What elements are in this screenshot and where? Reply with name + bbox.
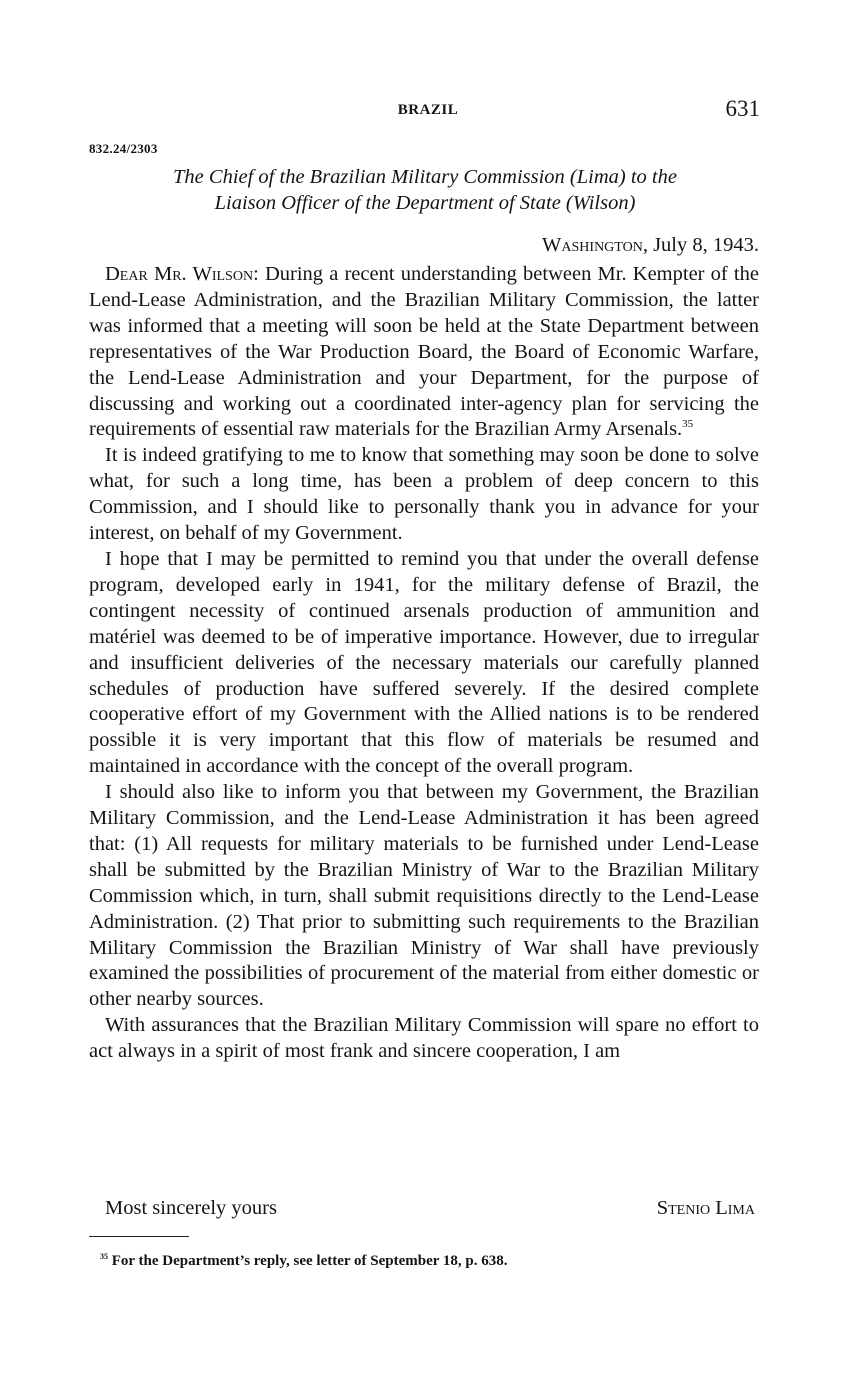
paragraph-3: I hope that I may be permitted to remind you that under the overall defense program, developed early in 1941, for the military defense of Brazil, the contingent necessity of continued arsenals production of ammunition and matériel was deemed to be of imperative importance. However, due to irregular and insufficient deliveries of the necessary materials our carefully planned schedules of production have suffered severely. If the desired complete cooperative effort of my Government with the Allied nations is to be rendered possible it is very important that this flow of materials be resumed and maintained in accordance with the concept of the overall program. [89, 547, 759, 778]
letter-body [89, 262, 759, 1065]
document-title-line-2: Liaison Officer of the Department of State (Wilson) [214, 192, 636, 214]
closing-phrase: Most sincerely yours [105, 1197, 277, 1219]
document-title-line-1: The Chief of the Brazilian Military Commission (Lima) to the [173, 166, 677, 188]
footnote [100, 1252, 508, 1270]
file-reference: 832.24/2303 [89, 141, 158, 156]
dateline-place: Washington [542, 234, 643, 256]
paragraph-4: I should also like to inform you that between my Government, the Brazilian Military Commission, and the Lend-Lease Administration it has been agreed that: (1) All requests for military materials to be furnished under Lend-Lease shall be submitted by the Brazilian Ministry of War to the Brazilian Military Commission which, in turn, shall submit requisitions directly to the Lend-Lease Administration. (2) That prior to submitting such requirements to the Brazilian Military Commission the Brazilian Ministry of War shall have previously examined the possibilities of procurement of the material from either domestic or other nearby sources. [89, 781, 759, 1011]
dateline-date: , July 8, 1943. [642, 234, 759, 256]
running-head [0, 96, 856, 126]
paragraph-1-text: : During a recent understanding between Mr. Kempter of the Lend-Lease Administration, and the Brazilian Military Commission, the latter was informed that a meeting will soon be held at the State Department between representatives of the War Production Board, the Board of Economic Warfare, the Lend-Lease Administration and your Department, for the purpose of discussing and working out a coordinated inter-agency plan for servicing the requirements of essential raw materials for the Brazilian Army Arsenals. [89, 263, 759, 441]
document-title [90, 164, 760, 216]
signature: Stenio Lima [656, 1197, 755, 1219]
footnote-marker: 35 [100, 1252, 108, 1261]
running-title: BRAZIL [397, 102, 459, 118]
footnote-reference: 35 [682, 418, 694, 431]
footnote-divider [89, 1236, 189, 1237]
paragraph-5: With assurances that the Brazilian Military Commission will spare no effort to act always in a spirit of most frank and sincere cooperation, I am [89, 1014, 759, 1063]
dateline [542, 234, 759, 257]
paragraph-2: It is indeed gratifying to me to know that something may soon be done to solve what, for such a long time, has been a problem of deep concern to this Commission, and I should like to personally thank you in advance for your interest, on behalf of my Government. [89, 444, 759, 545]
page-number: 631 [725, 96, 760, 121]
salutation: Dear Mr. Wilson [105, 263, 254, 285]
footnote-text: For the Department’s reply, see letter of September 18, p. 638. [108, 1253, 508, 1269]
closing-line [89, 1197, 755, 1225]
paragraph-1 [89, 262, 759, 443]
